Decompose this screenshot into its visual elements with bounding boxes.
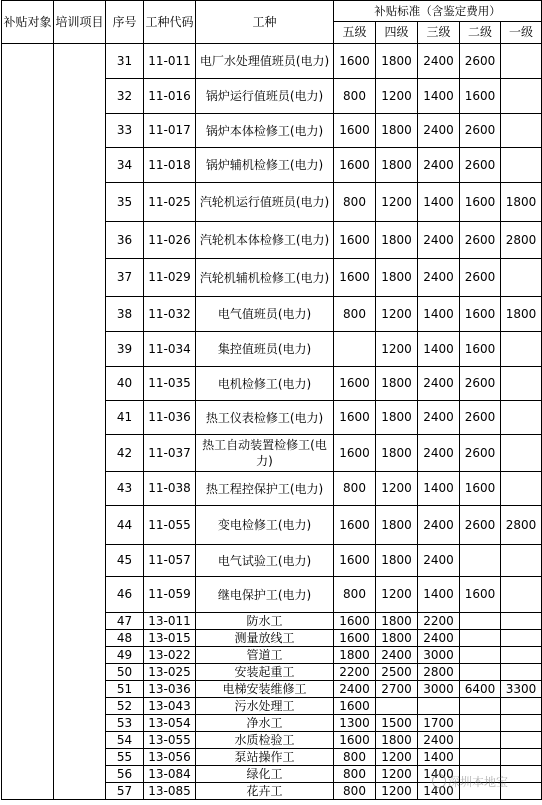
code-cell: 11-025 — [144, 183, 196, 222]
level4-cell: 1800 — [376, 148, 418, 183]
level2-cell — [460, 732, 501, 749]
seq-cell: 49 — [106, 647, 144, 664]
code-cell: 13-036 — [144, 681, 196, 698]
watermark — [432, 773, 508, 790]
level3-cell — [418, 698, 460, 715]
level1-cell — [501, 698, 542, 715]
seq-cell: 55 — [106, 749, 144, 766]
seq-cell: 32 — [106, 79, 144, 114]
trade-name-cell: 变电检修工(电力) — [196, 506, 334, 545]
seq-cell: 48 — [106, 630, 144, 647]
level5-cell: 1600 — [334, 148, 376, 183]
header-row-1 — [2, 1, 542, 22]
trade-name-cell: 防水工 — [196, 613, 334, 630]
seq-cell: 50 — [106, 664, 144, 681]
level2-cell: 1600 — [460, 577, 501, 613]
level3-cell: 1400 — [418, 472, 460, 506]
level4-cell: 1200 — [376, 183, 418, 222]
header-target: 补贴对象 — [2, 1, 54, 44]
level1-cell — [501, 749, 542, 766]
code-cell: 11-032 — [144, 297, 196, 332]
level5-cell: 1600 — [334, 698, 376, 715]
header-code: 工种代码 — [144, 1, 196, 44]
code-cell: 13-054 — [144, 715, 196, 732]
level4-cell: 1500 — [376, 715, 418, 732]
trade-name-cell: 花卉工 — [196, 783, 334, 800]
level1-cell — [501, 613, 542, 630]
trade-name-cell: 热工自动装置检修工(电力) — [196, 435, 334, 472]
trade-name-cell: 热工程控保护工(电力) — [196, 472, 334, 506]
level4-cell: 1800 — [376, 613, 418, 630]
header-seq: 序号 — [106, 1, 144, 44]
watermark-text: 深圳本地宝 — [448, 775, 509, 789]
trade-name-cell: 电梯安装维修工 — [196, 681, 334, 698]
trade-name-cell: 测量放线工 — [196, 630, 334, 647]
trade-name-cell: 净水工 — [196, 715, 334, 732]
seq-cell: 42 — [106, 435, 144, 472]
level3-cell: 1400 — [418, 79, 460, 114]
seq-cell: 45 — [106, 545, 144, 577]
level5-cell: 800 — [334, 766, 376, 783]
trade-name-cell: 电厂水处理值班员(电力) — [196, 44, 334, 79]
code-cell: 13-055 — [144, 732, 196, 749]
seq-cell: 31 — [106, 44, 144, 79]
trade-name-cell: 电机检修工(电力) — [196, 367, 334, 401]
level2-cell: 2600 — [460, 222, 501, 259]
level3-cell: 2400 — [418, 148, 460, 183]
seq-cell: 46 — [106, 577, 144, 613]
level2-cell — [460, 630, 501, 647]
header-level-5: 五级 — [334, 22, 376, 44]
level5-cell: 1600 — [334, 114, 376, 148]
level3-cell: 2400 — [418, 732, 460, 749]
code-cell: 13-084 — [144, 766, 196, 783]
header-project: 培训项目 — [54, 1, 106, 44]
seq-cell: 40 — [106, 367, 144, 401]
level1-cell — [501, 715, 542, 732]
level4-cell: 1800 — [376, 630, 418, 647]
level5-cell: 800 — [334, 577, 376, 613]
level5-cell — [334, 332, 376, 367]
level5-cell: 800 — [334, 79, 376, 114]
level2-cell: 2600 — [460, 401, 501, 435]
level4-cell: 1200 — [376, 766, 418, 783]
level2-cell — [460, 545, 501, 577]
level4-cell: 1200 — [376, 783, 418, 800]
target-cell-empty — [2, 44, 54, 800]
seq-cell: 39 — [106, 332, 144, 367]
level3-cell: 2400 — [418, 630, 460, 647]
level4-cell: 1800 — [376, 435, 418, 472]
level3-cell: 1400 — [418, 577, 460, 613]
code-cell: 13-085 — [144, 783, 196, 800]
level5-cell: 1600 — [334, 630, 376, 647]
level1-cell — [501, 401, 542, 435]
level3-cell: 3000 — [418, 681, 460, 698]
level4-cell: 1800 — [376, 732, 418, 749]
trade-name-cell: 汽轮机辅机检修工(电力) — [196, 259, 334, 297]
level1-cell — [501, 44, 542, 79]
level3-cell: 2200 — [418, 613, 460, 630]
code-cell: 13-043 — [144, 698, 196, 715]
seq-cell: 33 — [106, 114, 144, 148]
level3-cell: 2400 — [418, 114, 460, 148]
code-cell: 11-011 — [144, 44, 196, 79]
code-cell: 13-056 — [144, 749, 196, 766]
level3-cell: 2400 — [418, 545, 460, 577]
code-cell: 11-059 — [144, 577, 196, 613]
level3-cell: 1400 — [418, 297, 460, 332]
trade-name-cell: 锅炉运行值班员(电力) — [196, 79, 334, 114]
level1-cell — [501, 630, 542, 647]
level3-cell: 2400 — [418, 44, 460, 79]
level2-cell: 6400 — [460, 681, 501, 698]
level3-cell: 1400 — [418, 183, 460, 222]
code-cell: 11-037 — [144, 435, 196, 472]
level5-cell: 800 — [334, 472, 376, 506]
code-cell: 11-055 — [144, 506, 196, 545]
level1-cell: 1800 — [501, 297, 542, 332]
level4-cell: 2700 — [376, 681, 418, 698]
project-cell-empty — [54, 44, 106, 800]
level5-cell: 800 — [334, 749, 376, 766]
level4-cell: 2500 — [376, 664, 418, 681]
code-cell: 11-029 — [144, 259, 196, 297]
level2-cell: 2600 — [460, 114, 501, 148]
watermark-logo-icon — [432, 774, 446, 788]
header-subsidy: 补贴标准（含鉴定费用） — [334, 1, 542, 22]
level3-cell: 2400 — [418, 367, 460, 401]
header-level-4: 四级 — [376, 22, 418, 44]
header-level-1: 一级 — [501, 22, 542, 44]
level1-cell — [501, 732, 542, 749]
level3-cell: 2400 — [418, 222, 460, 259]
header-level-3: 三级 — [418, 22, 460, 44]
level2-cell: 1600 — [460, 297, 501, 332]
trade-name-cell: 继电保护工(电力) — [196, 577, 334, 613]
trade-name-cell: 水质检验工 — [196, 732, 334, 749]
level1-cell — [501, 332, 542, 367]
code-cell: 11-035 — [144, 367, 196, 401]
trade-name-cell: 污水处理工 — [196, 698, 334, 715]
seq-cell: 35 — [106, 183, 144, 222]
level2-cell — [460, 715, 501, 732]
trade-name-cell: 泵站操作工 — [196, 749, 334, 766]
level5-cell: 1600 — [334, 44, 376, 79]
level5-cell: 2400 — [334, 681, 376, 698]
level2-cell — [460, 613, 501, 630]
level2-cell: 1600 — [460, 79, 501, 114]
level5-cell: 800 — [334, 297, 376, 332]
level5-cell: 800 — [334, 783, 376, 800]
seq-cell: 34 — [106, 148, 144, 183]
header-trade: 工种 — [196, 1, 334, 44]
trade-name-cell: 汽轮机运行值班员(电力) — [196, 183, 334, 222]
seq-cell: 57 — [106, 783, 144, 800]
level5-cell: 1300 — [334, 715, 376, 732]
level4-cell: 1800 — [376, 545, 418, 577]
code-cell: 11-036 — [144, 401, 196, 435]
level2-cell: 1600 — [460, 472, 501, 506]
seq-cell: 44 — [106, 506, 144, 545]
level4-cell: 1200 — [376, 749, 418, 766]
level2-cell: 1600 — [460, 332, 501, 367]
seq-cell: 54 — [106, 732, 144, 749]
trade-name-cell: 集控值班员(电力) — [196, 332, 334, 367]
seq-cell: 56 — [106, 766, 144, 783]
level5-cell: 2200 — [334, 664, 376, 681]
level3-cell: 1700 — [418, 715, 460, 732]
level5-cell: 1600 — [334, 222, 376, 259]
level2-cell: 2600 — [460, 367, 501, 401]
level1-cell — [501, 79, 542, 114]
level3-cell: 2800 — [418, 664, 460, 681]
level3-cell: 1400 — [418, 766, 460, 783]
subsidy-table — [1, 0, 542, 800]
level5-cell: 1600 — [334, 401, 376, 435]
level4-cell: 1200 — [376, 332, 418, 367]
level1-cell: 2800 — [501, 222, 542, 259]
level1-cell — [501, 114, 542, 148]
level5-cell: 1600 — [334, 732, 376, 749]
level3-cell: 2400 — [418, 259, 460, 297]
level5-cell: 1600 — [334, 506, 376, 545]
level4-cell: 1800 — [376, 222, 418, 259]
level2-cell: 2600 — [460, 435, 501, 472]
level1-cell — [501, 259, 542, 297]
trade-name-cell: 锅炉本体检修工(电力) — [196, 114, 334, 148]
level5-cell: 1600 — [334, 435, 376, 472]
seq-cell: 52 — [106, 698, 144, 715]
seq-cell: 51 — [106, 681, 144, 698]
code-cell: 11-026 — [144, 222, 196, 259]
level4-cell: 1200 — [376, 297, 418, 332]
level5-cell: 1600 — [334, 545, 376, 577]
trade-name-cell: 管道工 — [196, 647, 334, 664]
seq-cell: 41 — [106, 401, 144, 435]
level5-cell: 1600 — [334, 259, 376, 297]
level1-cell — [501, 545, 542, 577]
seq-cell: 38 — [106, 297, 144, 332]
level5-cell: 1600 — [334, 613, 376, 630]
level4-cell: 1800 — [376, 401, 418, 435]
level1-cell — [501, 148, 542, 183]
level2-cell: 2600 — [460, 44, 501, 79]
level3-cell: 2400 — [418, 435, 460, 472]
header-level-2: 二级 — [460, 22, 501, 44]
level4-cell — [376, 698, 418, 715]
level1-cell — [501, 367, 542, 401]
trade-name-cell: 锅炉辅机检修工(电力) — [196, 148, 334, 183]
level4-cell: 1800 — [376, 367, 418, 401]
level4-cell: 1800 — [376, 44, 418, 79]
code-cell: 13-011 — [144, 613, 196, 630]
trade-name-cell: 热工仪表检修工(电力) — [196, 401, 334, 435]
level5-cell: 1800 — [334, 647, 376, 664]
level3-cell: 3000 — [418, 647, 460, 664]
level1-cell — [501, 435, 542, 472]
seq-cell: 53 — [106, 715, 144, 732]
level3-cell: 1400 — [418, 783, 460, 800]
level3-cell: 1400 — [418, 749, 460, 766]
trade-name-cell: 汽轮机本体检修工(电力) — [196, 222, 334, 259]
level3-cell: 2400 — [418, 506, 460, 545]
level5-cell: 800 — [334, 183, 376, 222]
table-row — [2, 44, 542, 79]
code-cell: 11-057 — [144, 545, 196, 577]
code-cell: 11-016 — [144, 79, 196, 114]
level1-cell — [501, 647, 542, 664]
level2-cell — [460, 664, 501, 681]
trade-name-cell: 安装起重工 — [196, 664, 334, 681]
level1-cell — [501, 577, 542, 613]
trade-name-cell: 电气试验工(电力) — [196, 545, 334, 577]
code-cell: 11-018 — [144, 148, 196, 183]
level4-cell: 1200 — [376, 577, 418, 613]
level3-cell: 2400 — [418, 401, 460, 435]
level2-cell: 2600 — [460, 148, 501, 183]
level2-cell: 2600 — [460, 259, 501, 297]
level1-cell: 1800 — [501, 183, 542, 222]
trade-name-cell: 电气值班员(电力) — [196, 297, 334, 332]
seq-cell: 37 — [106, 259, 144, 297]
level1-cell — [501, 664, 542, 681]
seq-cell: 47 — [106, 613, 144, 630]
level5-cell: 1600 — [334, 367, 376, 401]
level2-cell — [460, 698, 501, 715]
level4-cell: 1200 — [376, 79, 418, 114]
code-cell: 13-015 — [144, 630, 196, 647]
level2-cell: 2600 — [460, 506, 501, 545]
level4-cell: 1200 — [376, 472, 418, 506]
level3-cell: 1400 — [418, 332, 460, 367]
level1-cell: 2800 — [501, 506, 542, 545]
level1-cell — [501, 472, 542, 506]
level1-cell: 3300 — [501, 681, 542, 698]
level4-cell: 1800 — [376, 506, 418, 545]
seq-cell: 36 — [106, 222, 144, 259]
level4-cell: 2400 — [376, 647, 418, 664]
code-cell: 11-038 — [144, 472, 196, 506]
seq-cell: 43 — [106, 472, 144, 506]
code-cell: 11-034 — [144, 332, 196, 367]
level4-cell: 1800 — [376, 114, 418, 148]
trade-name-cell: 绿化工 — [196, 766, 334, 783]
level2-cell — [460, 647, 501, 664]
code-cell: 11-017 — [144, 114, 196, 148]
code-cell: 13-025 — [144, 664, 196, 681]
level4-cell: 1800 — [376, 259, 418, 297]
code-cell: 13-022 — [144, 647, 196, 664]
level2-cell — [460, 749, 501, 766]
level2-cell: 1600 — [460, 183, 501, 222]
